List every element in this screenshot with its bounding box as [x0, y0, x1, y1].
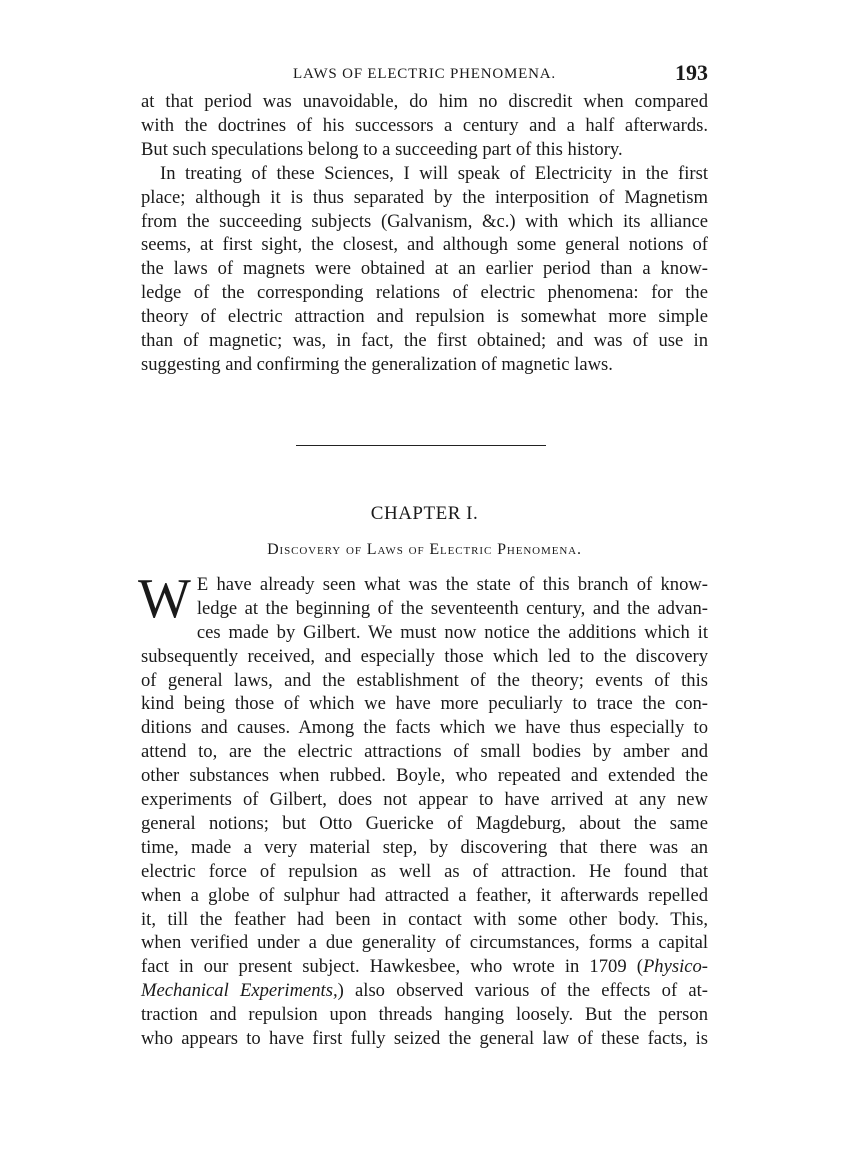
- text-line: seems, at first sight, the closest, and although some general notions of: [141, 234, 708, 256]
- chapter-body: [138, 567, 708, 1051]
- text-line: In treating of these Sciences, I will speak of Electricity in the first: [160, 162, 708, 184]
- text-line: E have already seen what was the state of this branch of know-: [196, 573, 708, 595]
- text-line: But such speculations belong to a succeeding part of this history.: [141, 138, 623, 160]
- intro-paragraph-2: [141, 162, 708, 377]
- text-line: when a globe of sulphur had attracted a feather, it afterwards repelled: [141, 884, 708, 906]
- text-line: ledge at the beginning of the seventeenth century, and the advan-: [196, 597, 708, 619]
- chapter-paragraph: [138, 567, 708, 1051]
- text-fragment: ) also observed various of the effects of at-: [337, 980, 708, 1002]
- text-line: subsequently received, and especially those which led to the discovery: [141, 645, 708, 667]
- text-line: ces made by Gilbert. We must now notice the additions which it: [196, 621, 708, 643]
- text-fragment: fact in our present subject. Hawkesbee, who wrote in 1709 (: [141, 956, 643, 978]
- page-number: 193: [675, 60, 708, 85]
- text-line: traction and repulsion upon threads hanging loosely. But the person: [141, 1004, 708, 1026]
- text-line: it, till the feather had been in contact with some other body. This,: [141, 908, 708, 930]
- text-line: of general laws, and the establishment of the theory; events of this: [141, 669, 708, 691]
- text-line: ditions and causes. Among the facts which we have thus especially to: [141, 717, 708, 739]
- text-line: when verified under a due generality of circumstances, forms a capital: [141, 932, 708, 954]
- text-line: who appears to have first fully seized the general law of these facts, is: [141, 1028, 708, 1050]
- section-divider: [141, 445, 708, 447]
- text-line: electric force of repulsion as well as of attraction. He found that: [141, 860, 708, 882]
- book-page: [138, 60, 708, 1051]
- italic-book-title: Mechanical Experiments,: [141, 980, 338, 1002]
- italic-book-title: Physico-: [642, 956, 708, 978]
- chapter-subtitle: Discovery of Laws of Electric Phenomena.: [267, 540, 582, 558]
- text-line: suggesting and confirming the generalization of magnetic laws.: [141, 353, 613, 375]
- text-line-with-italic: [141, 955, 708, 979]
- text-line: the laws of magnets were obtained at an earlier period than a know-: [141, 258, 708, 280]
- running-head: [141, 60, 708, 90]
- text-line: place; although it is thus separated by the interposition of Magnetism: [141, 186, 708, 208]
- chapter-title: CHAPTER I.: [370, 502, 479, 524]
- text-line-with-italic: [141, 979, 708, 1003]
- text-line: than of magnetic; was, in fact, the first obtained; and was of use in: [141, 330, 708, 352]
- text-line: theory of electric attraction and repulsion is somewhat more simple: [141, 306, 708, 328]
- drop-cap: W: [138, 567, 191, 630]
- text-line: experiments of Gilbert, does not appear to have arrived at any new: [141, 789, 708, 811]
- text-line: kind being those of which we have more peculiarly to trace the con-: [141, 693, 708, 715]
- running-title: LAWS OF ELECTRIC PHENOMENA.: [293, 66, 556, 82]
- text-line: general notions; but Otto Guericke of Magdeburg, about the same: [141, 812, 708, 834]
- text-line: with the doctrines of his successors a century and a half afterwards.: [141, 114, 708, 136]
- divider-rule: [296, 445, 546, 446]
- text-line: time, made a very material step, by discovering that there was an: [141, 836, 708, 858]
- text-line: from the succeeding subjects (Galvanism, &c.) with which its alliance: [141, 210, 708, 232]
- text-line: attend to, are the electric attractions of small bodies by amber and: [141, 741, 708, 763]
- text-line: other substances when rubbed. Boyle, who repeated and extended the: [141, 765, 708, 787]
- text-line: ledge of the corresponding relations of electric phenomena: for the: [141, 282, 708, 304]
- text-line: at that period was unavoidable, do him no discredit when compared: [141, 91, 708, 112]
- intro-paragraph-1: [141, 90, 708, 162]
